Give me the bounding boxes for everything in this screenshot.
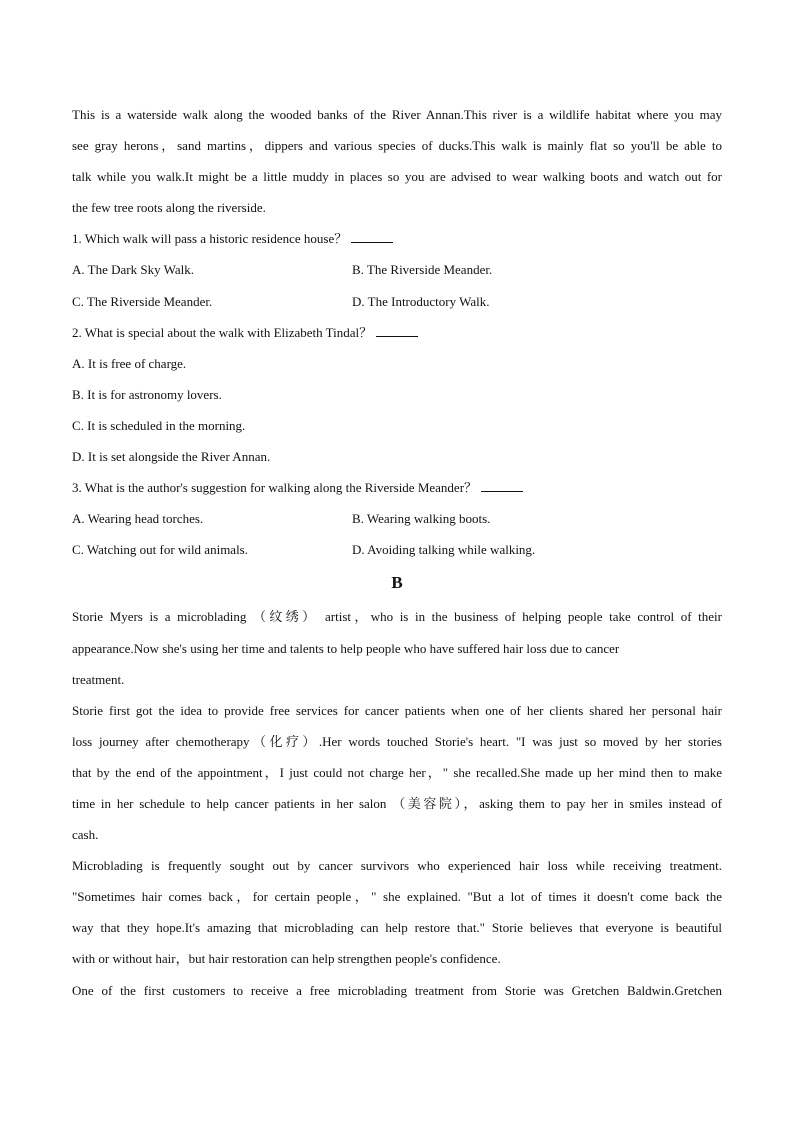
option-c: C. It is scheduled in the morning. — [72, 417, 246, 433]
question-2 — [72, 317, 722, 472]
paragraph-line: Storie first got the idea to provide free services for cancer patients when one of her clients shared her personal hair — [72, 702, 722, 718]
answer-blank — [376, 325, 418, 337]
option-d: D. Avoiding talking while walking. — [352, 542, 536, 558]
paragraph-line: see gray herons，sand martins，dippers and various species of ducks.This walk is mainly flat so you'll be able to — [72, 138, 722, 154]
answer-blank — [351, 231, 393, 243]
paragraph-line: This is a waterside walk along the wooded banks of the River Annan.This river is a wildlife habitat where you may — [72, 107, 722, 122]
paragraph-line: that by the end of the appointment，I just could not charge her，" she recalled.She made up her mind then to make — [72, 764, 722, 780]
option-d: D. The Introductory Walk. — [352, 293, 490, 309]
option-a: A. It is free of charge. — [72, 355, 187, 371]
paragraph-line: treatment. — [72, 671, 125, 687]
section-b-heading: B — [391, 573, 403, 593]
option-c: C. The Riverside Meander. — [72, 293, 213, 309]
paragraph-line: talk while you walk.It might be a little muddy in places so you are advised to wear walking boots and watch out for — [72, 169, 722, 185]
question-1 — [72, 223, 722, 316]
paragraph-line: Microblading is frequently sought out by cancer survivors who experienced hair loss while receiving treatment. — [72, 858, 722, 874]
passage-b — [72, 601, 722, 1005]
option-b: B. It is for astronomy lovers. — [72, 386, 222, 402]
option-b: B. The Riverside Meander. — [352, 262, 493, 278]
option-row — [72, 254, 722, 285]
paragraph-line: Storie Myers is a microblading （纹绣） artist，who is in the business of helping people take control of their — [72, 609, 722, 625]
option-d: D. It is set alongside the River Annan. — [72, 449, 271, 465]
question-stem — [72, 223, 722, 254]
question-3 — [72, 472, 722, 565]
option-b: B. Wearing walking boots. — [352, 511, 491, 527]
paragraph-line: way that they hope.It's amazing that microblading can help restore that." Storie believes that everyone is beautiful — [72, 920, 722, 936]
question-stem — [72, 472, 722, 503]
answer-blank — [481, 480, 523, 492]
paragraph-line: "Sometimes hair comes back，for certain people，" she explained. "But a lot of times it doesn't come back the — [72, 889, 722, 905]
paragraph-line: loss journey after chemotherapy（化疗）.Her words touched Storie's heart. "I was just so moved by her stories — [72, 733, 722, 749]
paragraph-line: with or without hair，but hair restoration can help strengthen people's confidence. — [72, 951, 501, 967]
document-page — [72, 99, 722, 1006]
paragraph-line: One of the first customers to receive a free microblading treatment from Storie was Gretchen Baldwin.Gretchen — [72, 982, 722, 998]
paragraph-line: the few tree roots along the riverside. — [72, 200, 266, 216]
question-stem — [72, 317, 722, 348]
paragraph-line: appearance.Now she's using her time and talents to help people who have suffered hair loss due to cancer — [72, 640, 620, 656]
paragraph-line: time in her schedule to help cancer patients in her salon （美容院），asking them to pay her in smiles instead of — [72, 795, 722, 811]
option-c: C. Watching out for wild animals. — [72, 542, 248, 558]
option-a: A. Wearing head torches. — [72, 511, 204, 527]
option-row — [72, 534, 722, 565]
option-a: A. The Dark Sky Walk. — [72, 262, 194, 278]
passage-a-ending — [72, 99, 722, 223]
question-text: 2. What is special about the walk with Elizabeth Tindal？ — [72, 324, 373, 340]
option-row — [72, 286, 722, 317]
question-text: 1. Which walk will pass a historic residence house？ — [72, 231, 348, 247]
paragraph-line: cash. — [72, 827, 99, 843]
question-text: 3. What is the author's suggestion for walking along the Riverside Meander？ — [72, 480, 478, 496]
option-row — [72, 503, 722, 534]
